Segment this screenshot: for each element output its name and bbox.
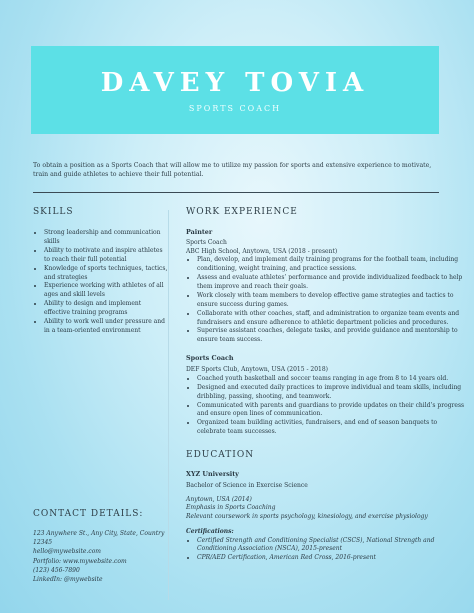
job-duties [186,375,466,437]
skills-list [33,229,168,336]
skill-item: • Ability to motivate and inspire athletes to reach their full potential [44,247,168,265]
skill-item: • Strong leadership and communication skills [44,229,168,247]
contact-linkedin: LinkedIn: @mywebsite [33,576,103,584]
contact-heading: CONTACT DETAILS: [33,509,144,519]
job-duties [186,256,466,345]
skill-item: • Ability to design and implement effective training programs [44,300,168,318]
job-duty: • Work closely with team members to develop effective game strategies and tactics to ensure success during games. [197,292,466,310]
education-location: Anytown, USA (2014) [186,495,252,503]
job-entry [186,228,466,345]
education-emphasis: Emphasis in Sports Coaching [186,504,276,512]
job-org: ABC High School, Anytown, USA (2018 - present) [186,247,338,255]
candidate-title: SPORTS COACH [188,104,282,113]
skill-item: • Ability to work well under pressure and in a team-oriented environment [44,318,168,336]
education-coursework: Relevant coursework in sports psychology, kinesiology, and exercise physiology [186,512,428,520]
education-heading: EDUCATION [186,450,255,461]
contact-portfolio: Portfolio: www.mywebsite.com [33,557,127,565]
contact-phone: (123) 456-7890 [33,566,80,574]
certification-item: • Certified Strength and Conditioning Specialist (CSCS), National Strength and Conditioning Association (NSCA), 2015-present [197,537,466,554]
job-duty: • Designed and executed daily practices to improve individual and team skills, including dribbling, passing, shooting, and teamwork. [197,384,466,402]
left-column [33,207,168,336]
certification-item: • CPR/AED Certification, American Red Cross, 2016-present [197,554,466,563]
contact-email: hello@mywebsite.com [33,548,102,556]
certifications-heading: Certifications: [186,527,234,535]
contact-address: 123 Anywhere St., Any City, State, Country 12345 [33,530,165,547]
job-duty: • Communicated with parents and guardians to provide updates on their child’s progress and ensure open lines of communication. [197,402,466,420]
job-title: Painter [186,228,213,236]
candidate-name: DAVEY TOVIA [100,68,370,98]
job-duty: • Organized team building activities, fundraisers, and end of season banquets to celebrate team successes. [197,419,466,437]
job-duty: • Supervise assistant coaches, delegate tasks, and provide guidance and mentorship to ensure team success. [197,327,466,345]
job-duty: • Plan, develop, and implement daily training programs for the football team, including conditioning, weight training, and practice sessions. [197,256,466,274]
job-entry [186,354,466,437]
education-entry [186,470,466,562]
column-divider [168,210,169,600]
skills-heading: SKILLS [33,207,74,217]
contact-section [33,509,168,584]
skill-item: • Knowledge of sports techniques, tactics, and strategies [44,265,168,283]
job-duty: • Collaborate with other coaches, staff, and administration to organize team events and fundraisers and ensure adherence to athletic department policies and procedures. [197,310,466,328]
job-duty: • Coached youth basketball and soccer teams ranging in age from 8 to 14 years old. [197,375,466,384]
right-column [186,207,466,562]
school-name: XYZ University [186,470,239,479]
name-banner [31,46,439,134]
certifications-list [186,537,466,563]
job-duty: • Assess and evaluate athletes’ performance and provide individualized feedback to help them improve and reach their goals. [197,274,466,292]
contact-details [33,529,168,584]
objective-statement: To obtain a position as a Sports Coach that will allow me to utilize my passion for sports and extensive experience to motivate, train and guide athletes to achieve their full potential. [33,162,432,179]
degree: Bachelor of Science in Exercise Science [186,482,308,490]
job-role: Sports Coach [186,239,227,246]
experience-heading: WORK EXPERIENCE [186,207,298,217]
job-title: Sports Coach [186,354,234,363]
section-divider [33,192,439,193]
skill-item: • Experience working with athletes of all ages and skill levels [44,282,168,300]
job-org: DEF Sports Club, Anytown, USA (2015 - 2018) [186,366,329,374]
